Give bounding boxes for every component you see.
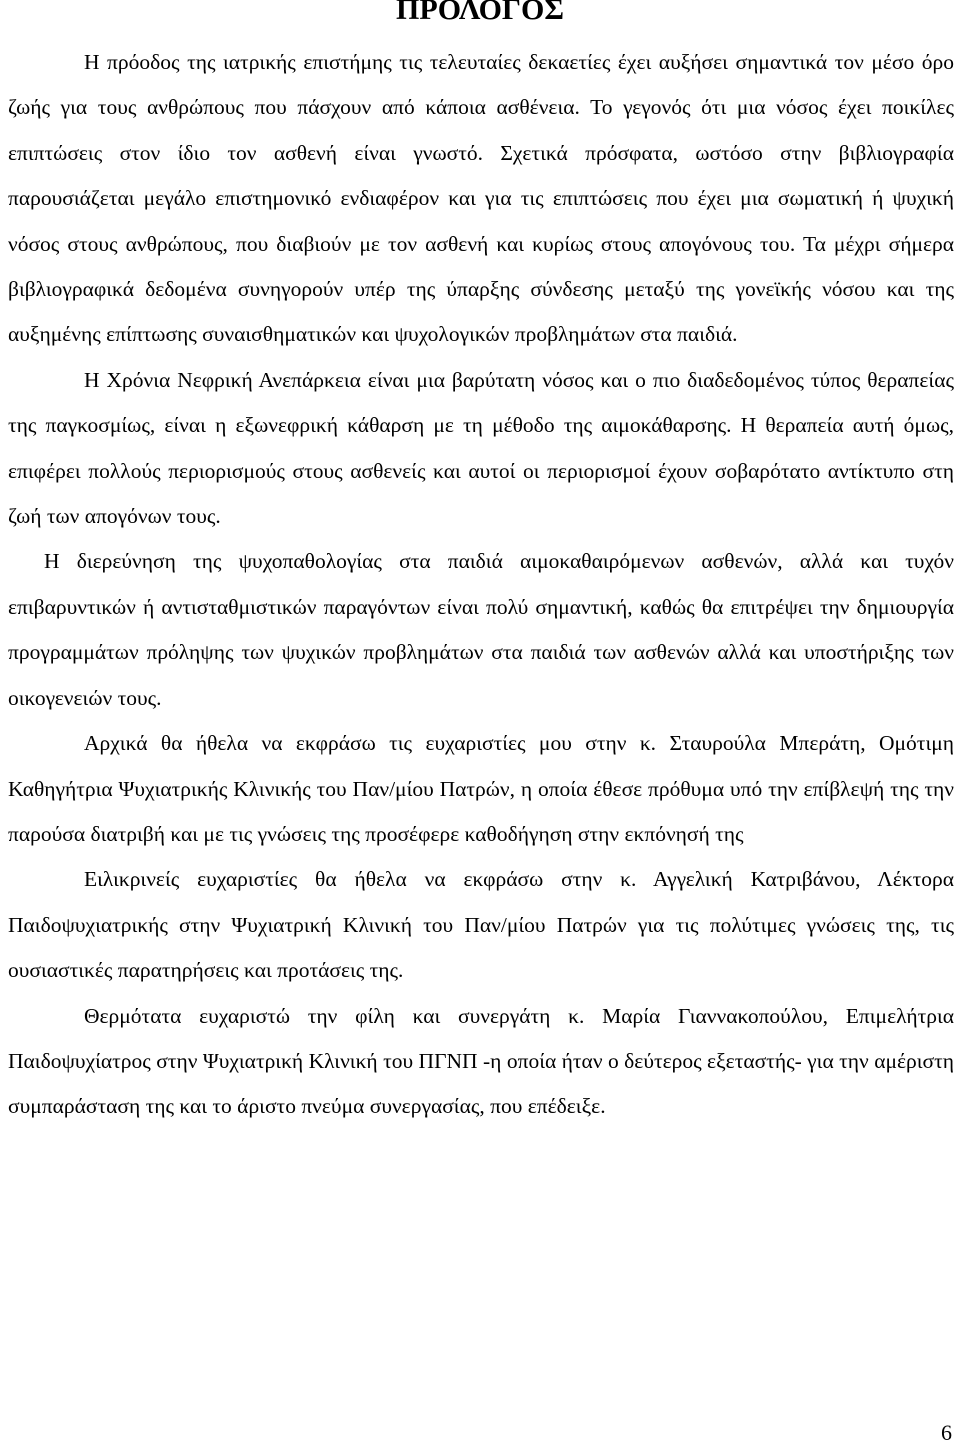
paragraph-thanks-colleague: Θερμότατα ευχαριστώ την φίλη και συνεργάτη κ. Μαρία Γιαννακοπούλου, Επιμελήτρια Παιδοψυχίατρος στην Ψυχιατρική Κλινική του ΠΓΝΠ -η οποία ήταν ο δεύτερος εξεταστής- για την αμέριστη συμπαράσταση της και το άριστο πνεύμα συνεργασίας, που επέδειξε. — [8, 1003, 954, 1119]
paragraph-thanks-lecturer: Ειλικρινείς ευχαριστίες θα ήθελα να εκφράσω στην κ. Αγγελική Κατριβάνου, Λέκτορα Παιδοψυχιατρικής στην Ψυχιατρική Κλινική του Παν/μίου Πατρών για τις πολύτιμες γνώσεις της, τις ουσιαστικές παρατηρήσεις και προτάσεις της. — [8, 867, 954, 983]
page-title: ΠΡΟΛΟΓΟΣ — [396, 0, 564, 26]
paragraph-research-importance: Η διερεύνηση της ψυχοπαθολογίας στα παιδιά αιμοκαθαιρόμενων ασθενών, αλλά και τυχόν επιβαρυντικών ή αντισταθμιστικών παραγόντων είναι πολύ σημαντική, καθώς θα επιτρέψει την δημιουργία προγραμμάτων πρόληψης των ψυχικών προβλημάτων στα παιδιά των ασθενών αλλά και υποστήριξης των οικογενειών τους. — [8, 549, 954, 710]
page-number: 6 — [941, 1420, 952, 1445]
paragraph-thanks-supervisor: Αρχικά θα ήθελα να εκφράσω τις ευχαριστίες μου στην κ. Σταυρούλα Μπεράτη, Ομότιμη Καθηγήτρια Ψυχιατρικής Κλινικής του Παν/μίου Πατρών, η οποία έθεσε πρόθυμα υπό την επίβλεψή της την παρούσα διατριβή και με τις γνώσεις της προσέφερε καθοδήγηση στην εκπόνησή της — [8, 731, 954, 846]
document-body — [8, 40, 954, 1130]
paragraph-kidney-failure: Η Χρόνια Νεφρική Ανεπάρκεια είναι μια βαρύτατη νόσος και ο πιο διαδεδομένος τύπος θεραπείας της παγκοσμίως, είναι η εξωνεφρική κάθαρση με τη μέθοδο της αιμοκάθαρσης. Η θεραπεία αυτή όμως, επιφέρει πολλούς περιορισμούς στους ασθενείς και αυτοί οι περιορισμοί έχουν σοβαρότατο αντίκτυπο στη ζωή των απογόνων τους. — [8, 367, 954, 529]
paragraph-intro: Η πρόοδος της ιατρικής επιστήμης τις τελευταίες δεκαετίες έχει αυξήσει σημαντικά τον μέσο όρο ζωής για τους ανθρώπους που πάσχουν από κάποια ασθένεια. Το γεγονός ότι μια νόσος έχει ποικίλες επιπτώσεις στον ίδιο τον ασθενή είναι γνωστό. Σχετικά πρόσφατα, ωστόσο στην βιβλιογραφία παρουσιάζεται μεγάλο επιστημονικό ενδιαφέρον και για τις επιπτώσεις που έχει μια σωματική ή ψυχική νόσος στους ανθρώπους, που διαβιούν με τον ασθενή και κυρίως στους απογόνους του. Τα μέχρι σήμερα βιβλιογραφικά δεδομένα συνηγορούν υπέρ της ύπαρξης σύνδεσης μεταξύ της γονεϊκής νόσου και της αυξημένης επίπτωσης συναισθηματικών και ψυχολογικών προβλημάτων στα παιδιά. — [8, 50, 954, 347]
